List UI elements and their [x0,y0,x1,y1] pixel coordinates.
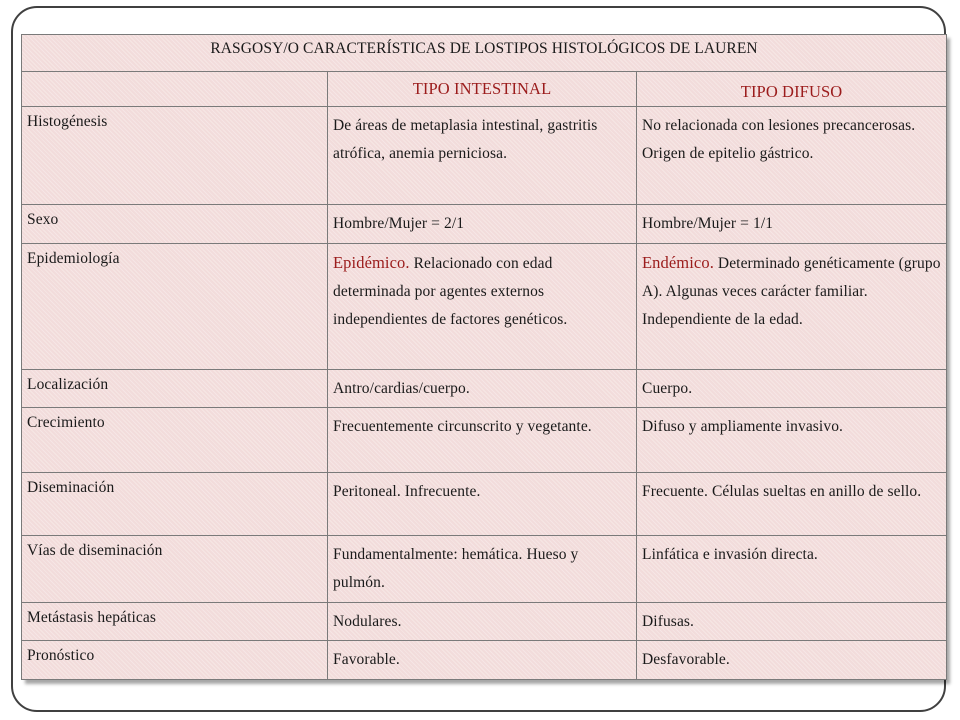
table-row [22,602,947,641]
cell-intestinal: De áreas de metaplasia intestinal, gastritis atrófica, anemia perniciosa. [328,106,637,204]
row-label: Diseminación [22,473,328,536]
cell-intestinal: Fundamentalmente: hemática. Hueso y pulmón. [328,535,637,602]
header-row [22,71,947,106]
row-label: Metástasis hepáticas [22,602,328,641]
row-label: Histogénesis [22,106,328,204]
table-row [22,641,947,680]
cell-difuso: Difusas. [637,602,947,641]
row-label: Sexo [22,205,328,244]
cell-intestinal: Nodulares. [328,602,637,641]
lauren-table-container [21,34,946,680]
row-label: Pronóstico [22,641,328,680]
table-title: RASGOSY/O CARACTERÍSTICAS DE LOSTIPOS HISTOLÓGICOS DE LAUREN [22,35,947,72]
cell-text: Relacionado con edad determinada por agentes externos independientes de factores genéticos. [333,254,568,328]
highlight-epidemico: Epidémico. [333,252,410,272]
cell-intestinal [328,243,637,369]
table-row [22,535,947,602]
header-empty-cell [22,71,328,106]
table-row [22,473,947,536]
cell-difuso: Frecuente. Células sueltas en anillo de sello. [637,473,947,536]
table-row [22,243,947,369]
row-label: Epidemiología [22,243,328,369]
cell-difuso [637,243,947,369]
cell-text: Determinado genéticamente (grupo A). Algunas veces carácter familiar. Independiente de la edad. [642,254,941,328]
title-row [22,35,947,72]
header-tipo-intestinal: TIPO INTESTINAL [328,71,637,106]
cell-difuso: No relacionada con lesiones precancerosas. Origen de epitelio gástrico. [637,106,947,204]
table-row [22,205,947,244]
cell-difuso: Hombre/Mujer = 1/1 [637,205,947,244]
cell-intestinal: Frecuentemente circunscrito y vegetante. [328,408,637,473]
cell-intestinal: Antro/cardias/cuerpo. [328,369,637,408]
table-row [22,369,947,408]
row-label: Crecimiento [22,408,328,473]
cell-intestinal: Peritoneal. Infrecuente. [328,473,637,536]
row-label: Localización [22,369,328,408]
cell-difuso: Linfática e invasión directa. [637,535,947,602]
table-row [22,106,947,204]
cell-difuso: Desfavorable. [637,641,947,680]
table-row [22,408,947,473]
cell-difuso: Cuerpo. [637,369,947,408]
cell-intestinal: Hombre/Mujer = 2/1 [328,205,637,244]
row-label: Vías de diseminación [22,535,328,602]
lauren-comparison-table [21,34,947,680]
cell-difuso: Difuso y ampliamente invasivo. [637,408,947,473]
cell-intestinal: Favorable. [328,641,637,680]
highlight-endemico: Endémico. [642,252,714,272]
header-tipo-difuso: TIPO DIFUSO [637,71,947,106]
